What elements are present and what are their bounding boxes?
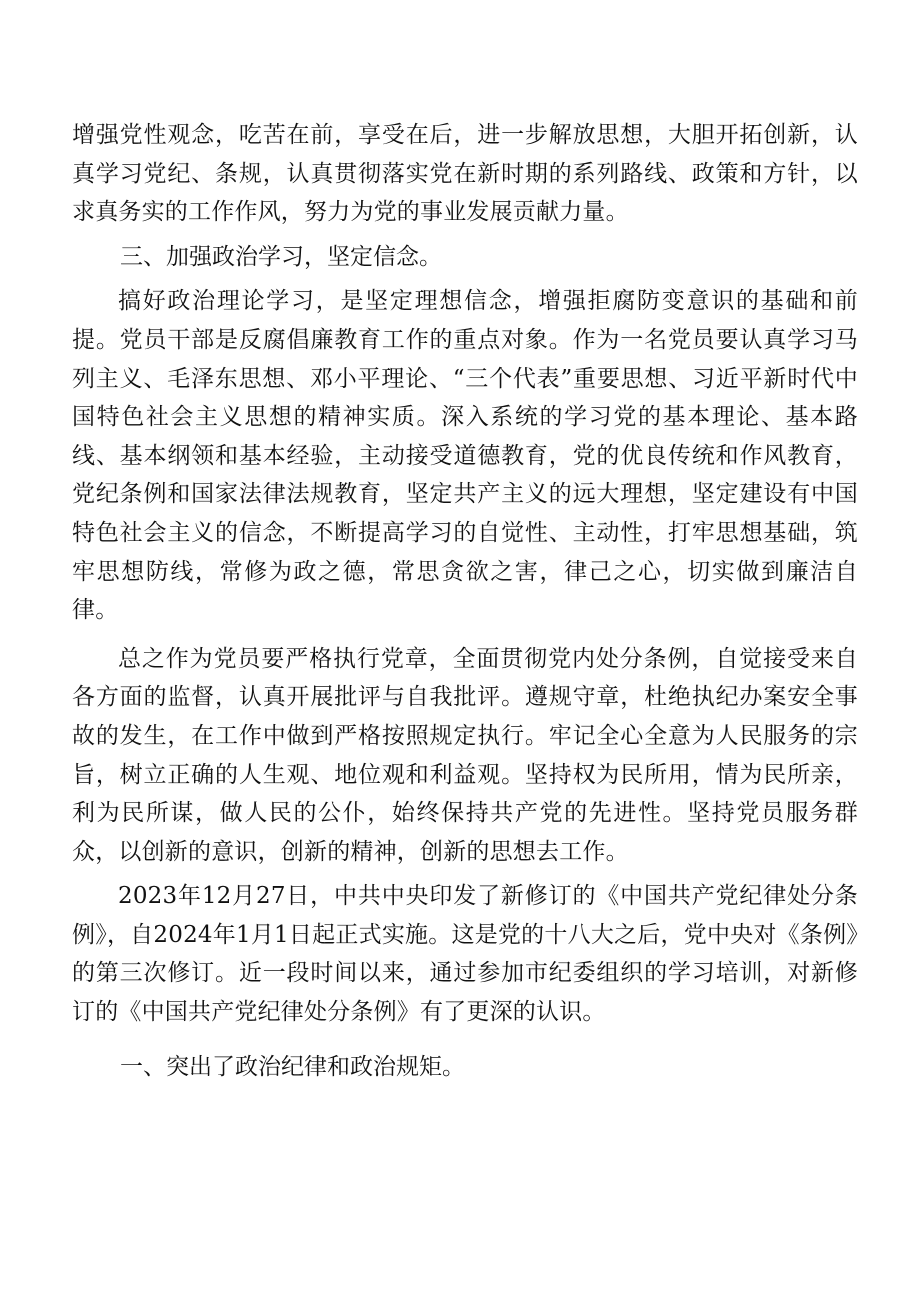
- section-heading-political-discipline: 一、突出了政治纪律和政治规矩。: [120, 1053, 465, 1080]
- document-body: [72, 116, 858, 1086]
- paragraph-party-spirit: 增强党性观念，吃苦在前，享受在后，进一步解放思想，大胆开拓创新，认真学习党纪、条规，认真贯彻落实党在新时期的系列路线、政策和方针，以求真务实的工作作风，努力为党的事业发展贡献力量。: [72, 122, 858, 226]
- spacer: [72, 630, 858, 640]
- paragraph-regulation-revision: 2023年12月27日，中共中央印发了新修订的《中国共产党纪律处分条例》，自2024年1月1日起正式实施。这是党的十八大之后，党中央对《条例》的第三次修订。近一段时间以来，通过参加市纪委组织的学习培训，对新修订的《中国共产党纪律处分条例》有了更深的认识。: [72, 883, 858, 1026]
- section-heading-political-study: 三、加强政治学习，坚定信念。: [120, 243, 442, 270]
- paragraph-conclusion: 总之作为党员要严格执行党章，全面贯彻党内处分条例，自觉接受来自各方面的监督，认真开展批评与自我批评。遵规守章，杜绝执纪办案安全事故的发生，在工作中做到严格按照规定执行。牢记全心全意为人民服务的宗旨，树立正确的人生观、地位观和利益观。坚持权为民所用，情为民所亲，利为民所谋，做人民的公仆，始终保持共产党的先进性。坚持党员服务群众，以创新的意识，创新的精神，创新的思想去工作。: [72, 645, 858, 865]
- spacer: [72, 1032, 858, 1048]
- paragraph-political-theory: 搞好政治理论学习，是坚定理想信念，增强拒腐防变意识的基础和前提。党员干部是反腐倡廉教育工作的重点对象。作为一名党员要认真学习马列主义、毛泽东思想、邓小平理论、“三个代表”重要思想、习近平新时代中国特色社会主义思想的精神实质。深入系统的学习党的基本理论、基本路线、基本纲领和基本经验，主动接受道德教育，党的优良传统和作风教育，党纪条例和国家法律法规教育，坚定共产主义的远大理想，坚定建设有中国特色社会主义的信念，不断提高学习的自觉性、主动性，打牢思想基础，筑牢思想防线，常修为政之德，常思贪欲之害，律己之心，切实做到廉洁自律。: [72, 288, 858, 624]
